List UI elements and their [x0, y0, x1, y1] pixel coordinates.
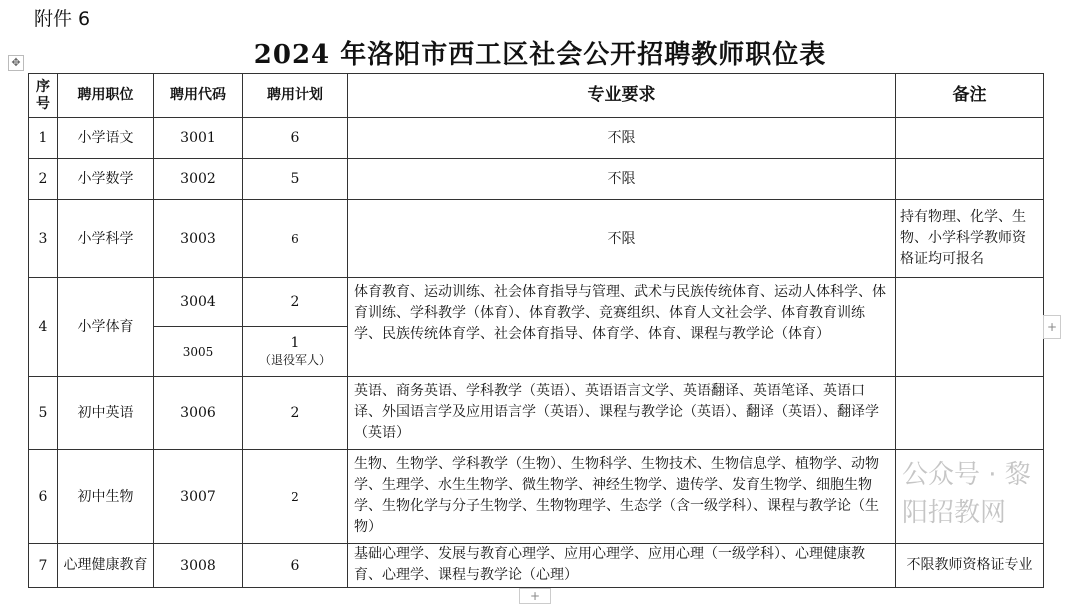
- row-plan: 6: [243, 200, 348, 278]
- add-column-button[interactable]: +: [519, 588, 551, 604]
- row-code: 3006: [154, 377, 243, 450]
- row-code: 3005: [154, 327, 243, 377]
- attachment-label: 附件 6: [34, 8, 91, 30]
- row-major: 不限: [348, 200, 896, 278]
- row-code: 3001: [154, 118, 243, 159]
- page-title: 2024 年洛阳市西工区社会公开招聘教师职位表: [253, 40, 827, 70]
- header-code: 聘用代码: [154, 74, 243, 118]
- row-position: 小学体育: [58, 278, 154, 377]
- row-code: 3003: [154, 200, 243, 278]
- row-position: 小学语文: [58, 118, 154, 159]
- row-no: 7: [29, 544, 58, 588]
- row-code: 3004: [154, 278, 243, 327]
- table-row: [29, 544, 1044, 588]
- row-plan: 2: [243, 377, 348, 450]
- header-position: 聘用职位: [58, 74, 154, 118]
- row-no: 5: [29, 377, 58, 450]
- row-no: 3: [29, 200, 58, 278]
- header-major: 专业要求: [348, 74, 896, 118]
- row-no: 1: [29, 118, 58, 159]
- row-code: 3002: [154, 159, 243, 200]
- table-move-handle-icon[interactable]: ✥: [8, 55, 24, 71]
- row-note: [896, 118, 1044, 159]
- table-row: [29, 159, 1044, 200]
- row-plan: 2: [243, 278, 348, 327]
- table-header-row: [29, 74, 1044, 118]
- row-position: 心理健康教育: [58, 544, 154, 588]
- row-plan-note: （退役军人）: [258, 352, 331, 367]
- row-major: 生物、生物学、学科教学（生物）、生物科学、生物技术、生物信息学、植物学、动物学、生理学、水生生物学、微生物学、神经生物学、遗传学、发育生物学、细胞生物学、生物化学与分子生物学、生物物理学、生态学（含一级学科）、课程与教学论（生物）: [348, 450, 896, 544]
- row-major: 不限: [348, 118, 896, 159]
- row-major: 英语、商务英语、学科教学（英语）、英语语言文学、英语翻译、英语笔译、英语口译、外国语言学及应用语言学（英语）、课程与教学论（英语）、翻译（英语）、翻译学（英语）: [348, 377, 896, 450]
- row-note: [896, 377, 1044, 450]
- row-position: 小学科学: [58, 200, 154, 278]
- header-plan: 聘用计划: [243, 74, 348, 118]
- positions-table: [28, 73, 1044, 588]
- row-position: 初中英语: [58, 377, 154, 450]
- row-plan: 2: [243, 450, 348, 544]
- row-plan: 6: [243, 544, 348, 588]
- table-row: [29, 118, 1044, 159]
- row-major: 不限: [348, 159, 896, 200]
- row-position: 初中生物: [58, 450, 154, 544]
- header-no: 序号: [29, 74, 58, 118]
- row-note: 持有物理、化学、生物、小学科学教师资格证均可报名: [896, 200, 1044, 278]
- row-position: 小学数学: [58, 159, 154, 200]
- table-row: [29, 200, 1044, 278]
- row-plan: 6: [243, 118, 348, 159]
- header-note: 备注: [896, 74, 1044, 118]
- row-note: [896, 159, 1044, 200]
- row-note: [896, 278, 1044, 377]
- row-major: 基础心理学、发展与教育心理学、应用心理学、应用心理（一级学科）、心理健康教育、心理学、课程与教学论（心理）: [348, 544, 896, 588]
- table-row: [29, 377, 1044, 450]
- table-row: [29, 450, 1044, 544]
- row-plan: 1: [290, 334, 300, 351]
- row-no: 4: [29, 278, 58, 377]
- watermark: 公众号 · 黎阳招教网: [902, 460, 1031, 528]
- table-row: [29, 278, 1044, 327]
- row-note: 不限教师资格证专业: [896, 544, 1044, 588]
- row-major: 体育教育、运动训练、社会体育指导与管理、武术与民族传统体育、运动人体科学、体育训练、学科教学（体育）、体育教学、竞赛组织、体育人文社会学、体育教育训练学、民族传统体育学、社会体育指导、体育学、体育、课程与教学论（体育）: [348, 278, 896, 377]
- row-plan: 5: [243, 159, 348, 200]
- row-code: 3007: [154, 450, 243, 544]
- row-code: 3008: [154, 544, 243, 588]
- row-no: 2: [29, 159, 58, 200]
- add-row-button[interactable]: +: [1043, 315, 1061, 339]
- row-no: 6: [29, 450, 58, 544]
